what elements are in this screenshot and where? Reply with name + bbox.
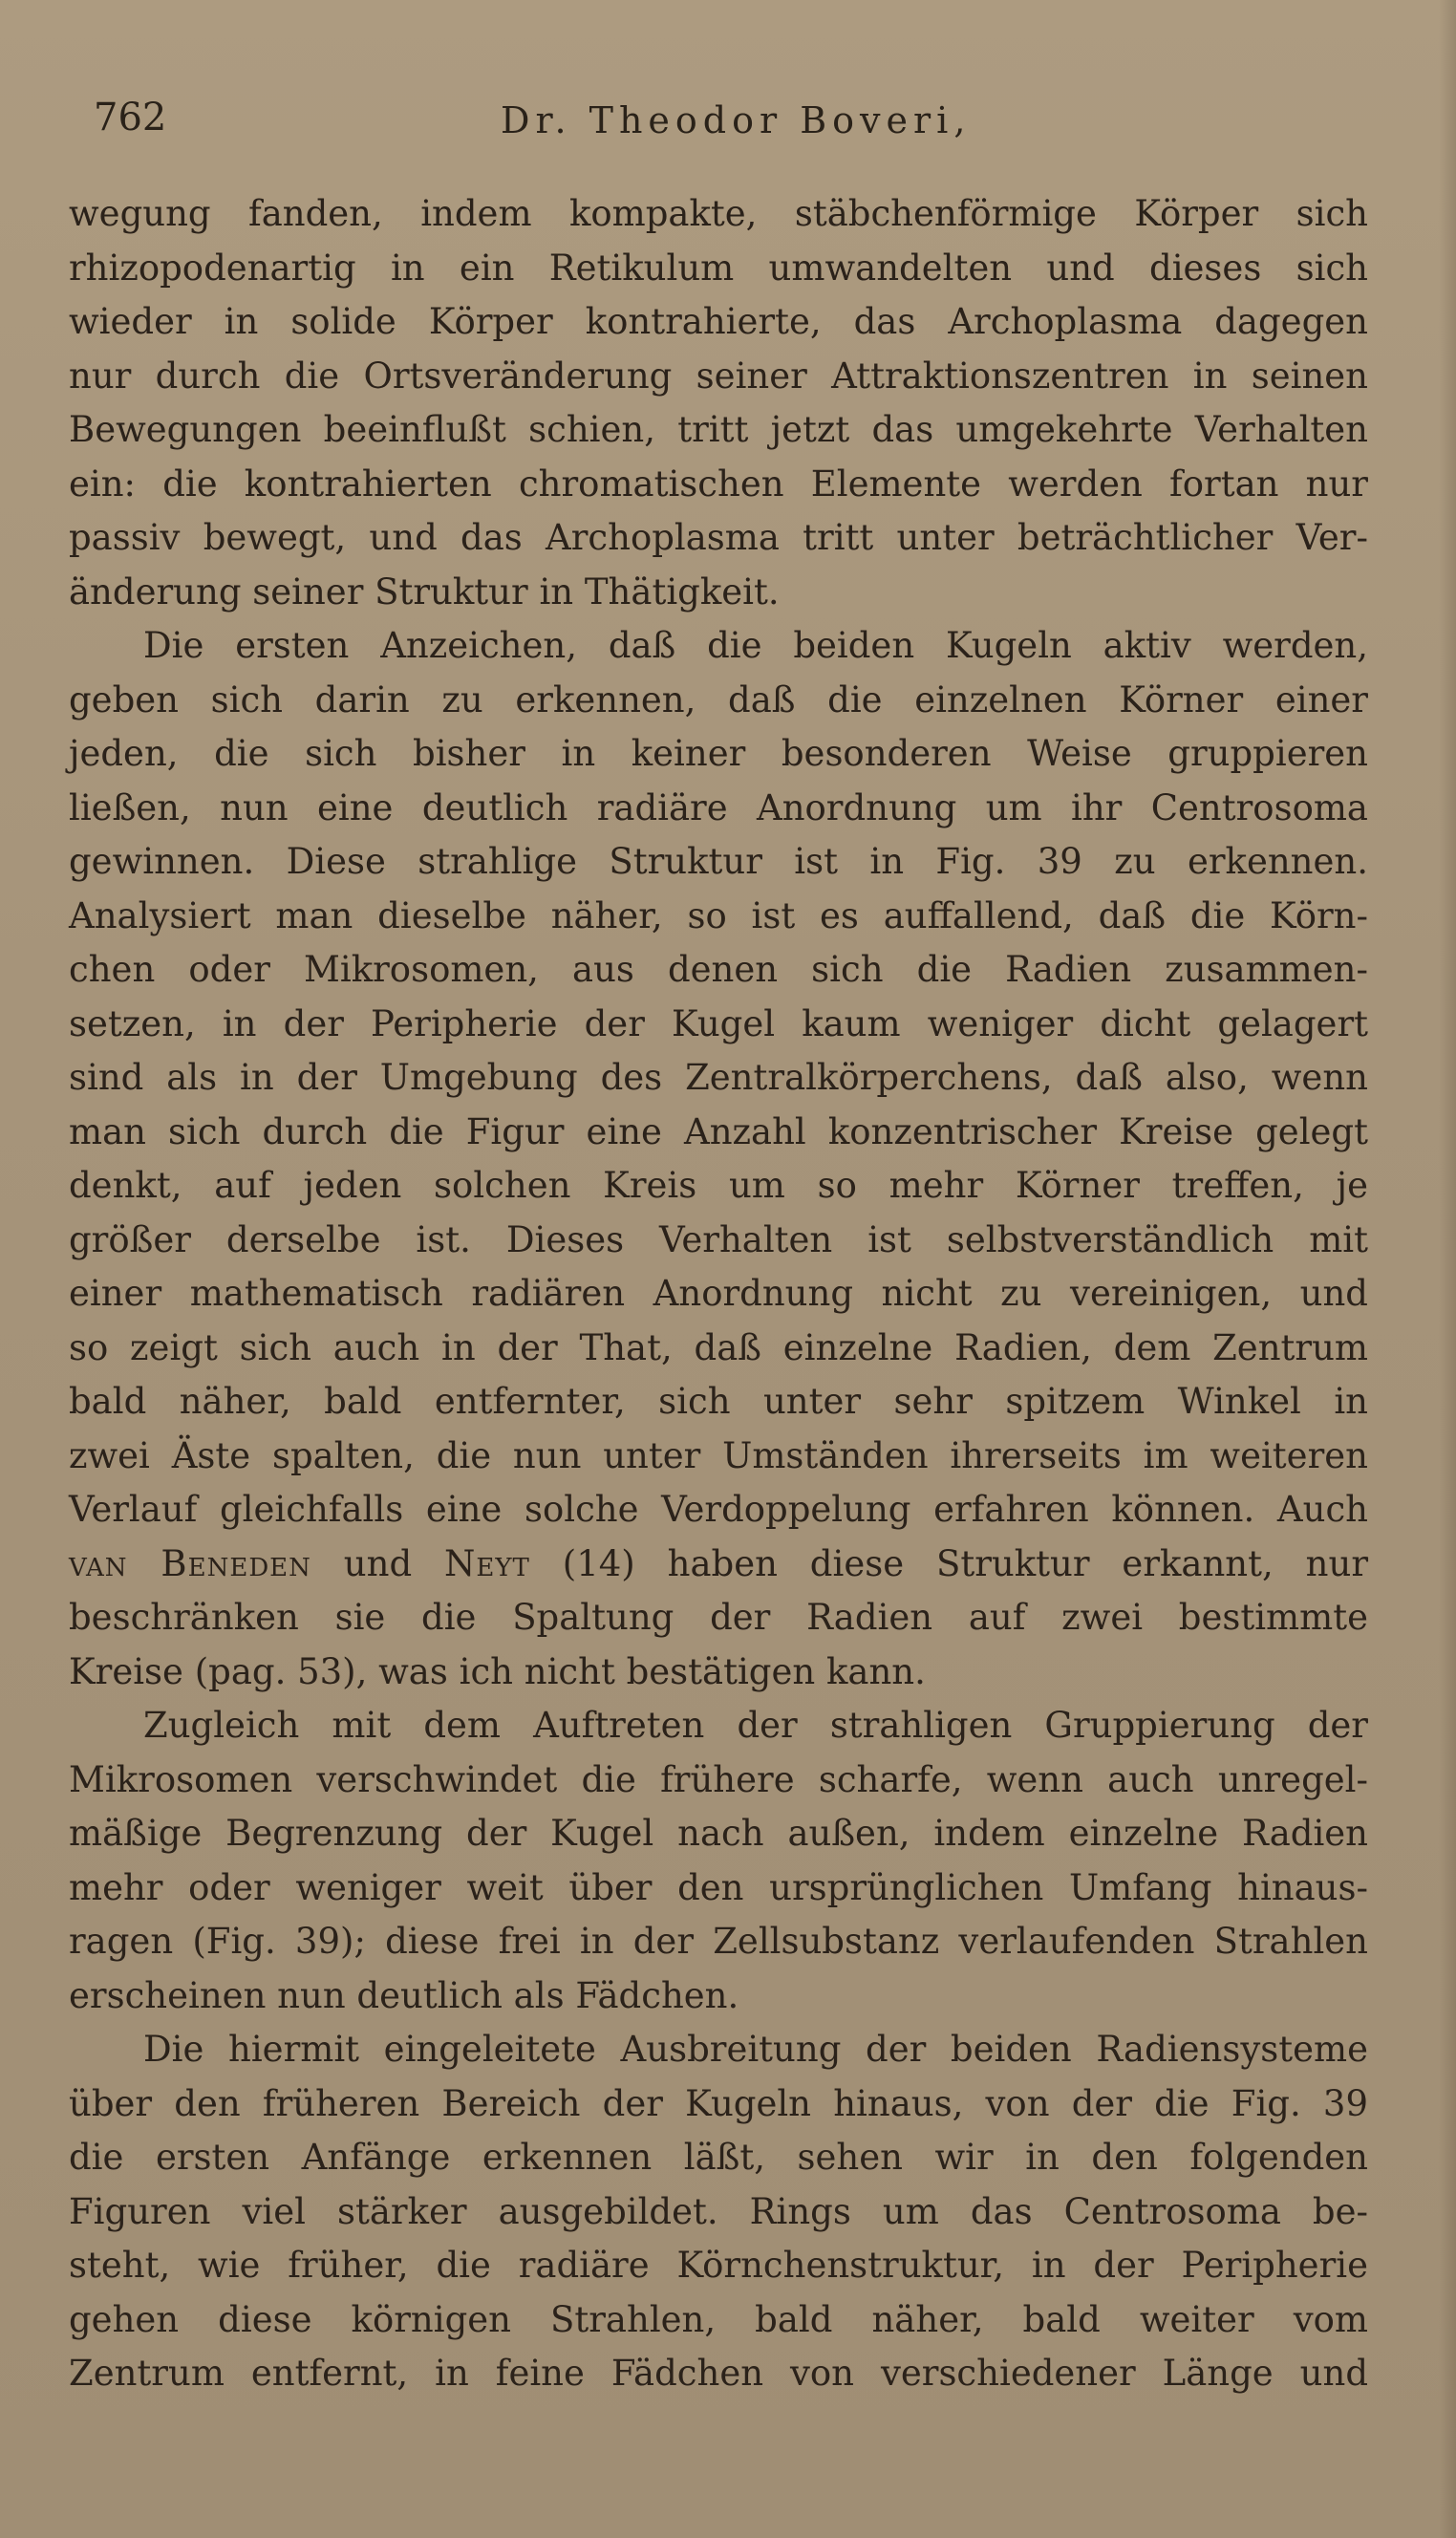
paragraph: [69, 619, 1368, 1699]
text-line: größer derselbe ist. Dieses Verhalten ist selbstverständlich mit: [69, 1218, 1368, 1260]
text-fragment: (14) haben diese Struktur erkannt, nur: [529, 1542, 1368, 1584]
page-header: [94, 96, 1374, 153]
text-line: denkt, auf jeden solchen Kreis um so mehr Körner treffen, je: [69, 1165, 1368, 1206]
text-line: ließen, nun eine deutlich radiäre Anordnung um ihr Centrosoma: [69, 786, 1368, 828]
page-edge-shadow: [1439, 0, 1456, 2538]
text-line: einer mathematisch radiären Anordnung nicht zu vereinigen, und: [69, 1273, 1368, 1314]
text-line: wegung fanden, indem kompakte, stäbchenförmige Körper sich: [69, 193, 1368, 234]
text-line: ragen (Fig. 39); diese frei in der Zellsubstanz verlaufenden Strahlen: [69, 1921, 1368, 1962]
text-line: mäßige Begrenzung der Kugel nach außen, indem einzelne Radien: [69, 1813, 1368, 1854]
author-name: van Beneden: [69, 1542, 311, 1584]
author-name: Neyt: [444, 1542, 530, 1584]
text-line: passiv bewegt, und das Archoplasma tritt unter beträchtlicher Ver-: [69, 517, 1368, 558]
text-line: Zugleich mit dem Auftreten der strahligen Gruppierung der: [143, 1705, 1368, 1746]
text-line: wieder in solide Körper kontrahierte, das Archoplasma dagegen: [69, 301, 1368, 342]
paragraph: [69, 1699, 1368, 2023]
text-line: sind als in der Umgebung des Zentralkörperchens, daß also, wenn: [69, 1057, 1368, 1098]
text-line: rhizopodenartig in ein Retikulum umwandelten und dieses sich: [69, 247, 1368, 289]
page-number: 762: [94, 96, 167, 140]
text-line: Kreise (pag. 53), was ich nicht bestätigen kann.: [69, 1650, 926, 1692]
text-line: gewinnen. Diese strahlige Struktur ist in Fig. 39 zu erkennen.: [69, 841, 1368, 882]
text-line: zwei Äste spalten, die nun unter Umständen ihrerseits im weiteren: [69, 1434, 1368, 1476]
text-line: Figuren viel stärker ausgebildet. Rings um das Centrosoma be-: [69, 2190, 1368, 2232]
text-line-with-author-names: [69, 1538, 1368, 1592]
text-line: man sich durch die Figur eine Anzahl konzentrischer Kreise gelegt: [69, 1110, 1368, 1152]
text-line: nur durch die Ortsveränderung seiner Attraktionszentren in seinen: [69, 355, 1368, 397]
text-line: geben sich darin zu erkennen, daß die einzelnen Körner einer: [69, 678, 1368, 721]
text-line: gehen diese körnigen Strahlen, bald näher, bald weiter vom: [69, 2298, 1368, 2340]
text-line: setzen, in der Peripherie der Kugel kaum weniger dicht gelagert: [69, 1002, 1368, 1044]
text-line: so zeigt sich auch in der That, daß einzelne Radien, dem Zentrum: [69, 1326, 1368, 1368]
text-line: chen oder Mikrosomen, aus denen sich die Radien zusammen-: [69, 949, 1368, 990]
text-line: die ersten Anfänge erkennen läßt, sehen wir in den folgenden: [69, 2137, 1368, 2178]
text-fragment: und: [310, 1542, 445, 1584]
text-line: Analysiert man dieselbe näher, so ist es auffallend, daß die Körn-: [69, 894, 1368, 936]
paragraph: [69, 2023, 1368, 2401]
text-line: Die hiermit eingeleitete Ausbreitung der beiden Radiensysteme: [143, 2029, 1368, 2070]
text-line: Zentrum entfernt, in feine Fädchen von verschiedener Länge und: [69, 2353, 1368, 2394]
text-line: Die ersten Anzeichen, daß die beiden Kugeln aktiv werden,: [143, 625, 1368, 666]
text-line: ein: die kontrahierten chromatischen Elemente werden fortan nur: [69, 462, 1368, 505]
text-line: erscheinen nun deutlich als Fädchen.: [69, 1974, 739, 2016]
text-line: über den früheren Bereich der Kugeln hinaus, von der die Fig. 39: [69, 2082, 1368, 2124]
text-line: änderung seiner Struktur in Thätigkeit.: [69, 570, 780, 613]
text-line: jeden, die sich bisher in keiner besonderen Weise gruppieren: [69, 733, 1368, 774]
body-text: [69, 187, 1368, 2401]
running-head: Dr. Theodor Boveri,: [501, 99, 972, 141]
text-line: Verlauf gleichfalls eine solche Verdoppelung erfahren können. Auch: [69, 1489, 1368, 1530]
text-line: beschränken sie die Spaltung der Radien auf zwei bestimmte: [69, 1597, 1368, 1638]
text-line: Bewegungen beeinflußt schien, tritt jetzt das umgekehrte Verhalten: [69, 409, 1368, 450]
text-line: Mikrosomen verschwindet die frühere scharfe, wenn auch unregel-: [69, 1758, 1368, 1800]
text-line: bald näher, bald entfernter, sich unter sehr spitzem Winkel in: [69, 1381, 1368, 1422]
text-line: steht, wie früher, die radiäre Körnchenstruktur, in der Peripherie: [69, 2245, 1368, 2286]
text-line: mehr oder weniger weit über den ursprünglichen Umfang hinaus-: [69, 1866, 1368, 1908]
paragraph: [69, 187, 1368, 619]
